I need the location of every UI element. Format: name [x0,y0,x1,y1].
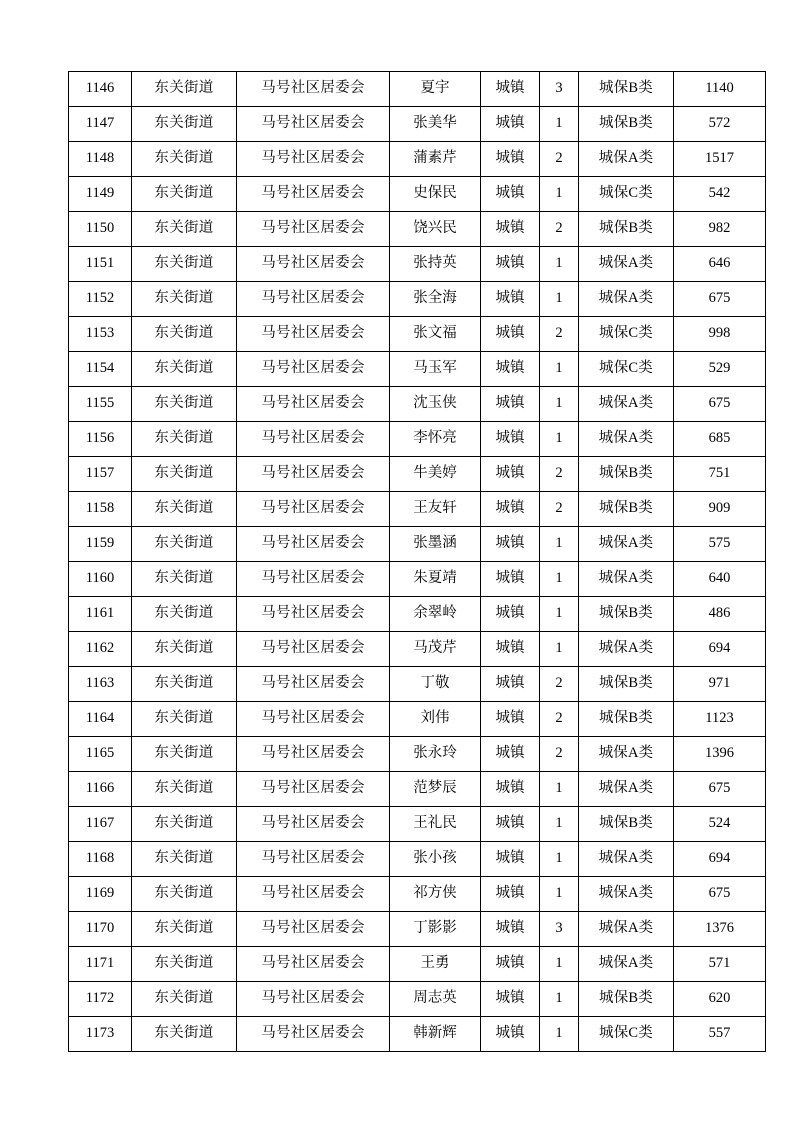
cell-type: 城镇 [481,492,540,527]
cell-name: 张文福 [390,317,481,352]
cell-id: 1164 [69,702,132,737]
cell-amount: 694 [674,632,766,667]
cell-amount: 1376 [674,912,766,947]
table-row [69,387,766,422]
cell-amount: 1123 [674,702,766,737]
cell-street: 东关街道 [132,562,237,597]
cell-amount: 557 [674,1017,766,1052]
table-row [69,632,766,667]
cell-id: 1153 [69,317,132,352]
cell-community: 马号社区居委会 [237,807,390,842]
cell-community: 马号社区居委会 [237,877,390,912]
cell-count: 1 [540,947,579,982]
cell-type: 城镇 [481,772,540,807]
table-row [69,457,766,492]
cell-amount: 909 [674,492,766,527]
cell-amount: 620 [674,982,766,1017]
table-row [69,492,766,527]
cell-count: 1 [540,982,579,1017]
cell-name: 张永玲 [390,737,481,772]
cell-name: 张墨涵 [390,527,481,562]
cell-category: 城保A类 [579,842,674,877]
table-row [69,912,766,947]
cell-id: 1148 [69,142,132,177]
cell-street: 东关街道 [132,247,237,282]
cell-category: 城保B类 [579,702,674,737]
cell-type: 城镇 [481,247,540,282]
cell-category: 城保A类 [579,737,674,772]
cell-amount: 1140 [674,72,766,107]
cell-count: 1 [540,282,579,317]
table-row [69,422,766,457]
cell-name: 张持英 [390,247,481,282]
cell-category: 城保B类 [579,492,674,527]
cell-community: 马号社区居委会 [237,597,390,632]
cell-type: 城镇 [481,282,540,317]
cell-type: 城镇 [481,947,540,982]
cell-type: 城镇 [481,352,540,387]
cell-street: 东关街道 [132,877,237,912]
cell-street: 东关街道 [132,807,237,842]
cell-count: 1 [540,352,579,387]
cell-id: 1165 [69,737,132,772]
cell-name: 余翠岭 [390,597,481,632]
cell-street: 东关街道 [132,597,237,632]
cell-community: 马号社区居委会 [237,387,390,422]
cell-category: 城保A类 [579,422,674,457]
cell-type: 城镇 [481,1017,540,1052]
cell-count: 3 [540,912,579,947]
cell-id: 1170 [69,912,132,947]
cell-type: 城镇 [481,702,540,737]
table-row [69,597,766,632]
cell-count: 1 [540,422,579,457]
cell-community: 马号社区居委会 [237,352,390,387]
table-row [69,807,766,842]
cell-category: 城保A类 [579,772,674,807]
table-row [69,352,766,387]
cell-street: 东关街道 [132,457,237,492]
cell-name: 史保民 [390,177,481,212]
table-row [69,72,766,107]
cell-name: 夏宇 [390,72,481,107]
cell-community: 马号社区居委会 [237,737,390,772]
cell-id: 1162 [69,632,132,667]
cell-name: 张全海 [390,282,481,317]
cell-amount: 529 [674,352,766,387]
cell-amount: 640 [674,562,766,597]
table-row [69,737,766,772]
cell-id: 1169 [69,877,132,912]
cell-category: 城保C类 [579,317,674,352]
cell-street: 东关街道 [132,982,237,1017]
cell-amount: 694 [674,842,766,877]
cell-count: 1 [540,632,579,667]
cell-name: 周志英 [390,982,481,1017]
cell-amount: 1517 [674,142,766,177]
cell-count: 2 [540,702,579,737]
table-row [69,317,766,352]
cell-amount: 524 [674,807,766,842]
cell-community: 马号社区居委会 [237,947,390,982]
cell-category: 城保B类 [579,107,674,142]
cell-community: 马号社区居委会 [237,142,390,177]
table-row [69,282,766,317]
cell-count: 2 [540,667,579,702]
cell-type: 城镇 [481,422,540,457]
cell-id: 1147 [69,107,132,142]
cell-street: 东关街道 [132,492,237,527]
cell-street: 东关街道 [132,632,237,667]
cell-amount: 571 [674,947,766,982]
table-row [69,1017,766,1052]
cell-type: 城镇 [481,982,540,1017]
cell-id: 1171 [69,947,132,982]
cell-name: 刘伟 [390,702,481,737]
cell-name: 王勇 [390,947,481,982]
cell-community: 马号社区居委会 [237,982,390,1017]
cell-name: 王礼民 [390,807,481,842]
table-row [69,107,766,142]
cell-street: 东关街道 [132,142,237,177]
cell-street: 东关街道 [132,1017,237,1052]
cell-type: 城镇 [481,177,540,212]
cell-count: 1 [540,247,579,282]
cell-street: 东关街道 [132,387,237,422]
cell-id: 1154 [69,352,132,387]
cell-id: 1160 [69,562,132,597]
cell-street: 东关街道 [132,947,237,982]
cell-type: 城镇 [481,457,540,492]
cell-category: 城保A类 [579,527,674,562]
cell-name: 李怀亮 [390,422,481,457]
cell-category: 城保C类 [579,177,674,212]
cell-community: 马号社区居委会 [237,562,390,597]
cell-amount: 685 [674,422,766,457]
cell-type: 城镇 [481,142,540,177]
cell-street: 东关街道 [132,527,237,562]
cell-name: 韩新辉 [390,1017,481,1052]
cell-category: 城保B类 [579,667,674,702]
cell-name: 马茂芹 [390,632,481,667]
table-row [69,877,766,912]
cell-id: 1151 [69,247,132,282]
cell-name: 饶兴民 [390,212,481,247]
cell-amount: 572 [674,107,766,142]
cell-count: 1 [540,387,579,422]
cell-count: 1 [540,842,579,877]
cell-amount: 486 [674,597,766,632]
cell-count: 1 [540,772,579,807]
table-row [69,562,766,597]
cell-count: 2 [540,317,579,352]
cell-category: 城保B类 [579,597,674,632]
cell-id: 1168 [69,842,132,877]
cell-count: 2 [540,457,579,492]
cell-type: 城镇 [481,317,540,352]
cell-type: 城镇 [481,737,540,772]
cell-amount: 1396 [674,737,766,772]
cell-category: 城保A类 [579,247,674,282]
cell-name: 蒲素芹 [390,142,481,177]
cell-amount: 675 [674,282,766,317]
cell-type: 城镇 [481,562,540,597]
cell-community: 马号社区居委会 [237,492,390,527]
cell-type: 城镇 [481,107,540,142]
cell-type: 城镇 [481,632,540,667]
cell-count: 1 [540,1017,579,1052]
cell-category: 城保A类 [579,632,674,667]
cell-community: 马号社区居委会 [237,282,390,317]
cell-id: 1159 [69,527,132,562]
cell-id: 1167 [69,807,132,842]
cell-street: 东关街道 [132,352,237,387]
cell-id: 1149 [69,177,132,212]
cell-type: 城镇 [481,842,540,877]
cell-category: 城保B类 [579,807,674,842]
cell-category: 城保A类 [579,912,674,947]
cell-community: 马号社区居委会 [237,212,390,247]
cell-type: 城镇 [481,72,540,107]
cell-amount: 982 [674,212,766,247]
cell-amount: 675 [674,772,766,807]
cell-street: 东关街道 [132,422,237,457]
cell-category: 城保B类 [579,212,674,247]
cell-street: 东关街道 [132,282,237,317]
table-row [69,842,766,877]
cell-count: 2 [540,142,579,177]
cell-amount: 998 [674,317,766,352]
cell-type: 城镇 [481,527,540,562]
cell-street: 东关街道 [132,212,237,247]
cell-street: 东关街道 [132,772,237,807]
cell-category: 城保B类 [579,457,674,492]
cell-name: 范梦辰 [390,772,481,807]
table-row [69,667,766,702]
cell-street: 东关街道 [132,842,237,877]
cell-street: 东关街道 [132,702,237,737]
cell-community: 马号社区居委会 [237,912,390,947]
cell-count: 1 [540,107,579,142]
cell-name: 朱夏靖 [390,562,481,597]
cell-community: 马号社区居委会 [237,842,390,877]
cell-category: 城保C类 [579,352,674,387]
cell-name: 沈玉侠 [390,387,481,422]
cell-id: 1163 [69,667,132,702]
cell-count: 2 [540,212,579,247]
cell-name: 张小孩 [390,842,481,877]
cell-community: 马号社区居委会 [237,457,390,492]
cell-community: 马号社区居委会 [237,422,390,457]
beneficiary-table [68,71,766,1052]
cell-community: 马号社区居委会 [237,527,390,562]
cell-street: 东关街道 [132,177,237,212]
table-row [69,947,766,982]
cell-count: 2 [540,492,579,527]
cell-id: 1161 [69,597,132,632]
cell-count: 1 [540,807,579,842]
cell-category: 城保B类 [579,72,674,107]
cell-community: 马号社区居委会 [237,667,390,702]
table-row [69,142,766,177]
table-row [69,772,766,807]
cell-community: 马号社区居委会 [237,772,390,807]
cell-name: 张美华 [390,107,481,142]
cell-street: 东关街道 [132,317,237,352]
cell-amount: 542 [674,177,766,212]
table-row [69,702,766,737]
cell-community: 马号社区居委会 [237,1017,390,1052]
cell-id: 1172 [69,982,132,1017]
cell-community: 马号社区居委会 [237,247,390,282]
cell-category: 城保A类 [579,387,674,422]
cell-id: 1146 [69,72,132,107]
cell-id: 1156 [69,422,132,457]
cell-street: 东关街道 [132,737,237,772]
cell-type: 城镇 [481,807,540,842]
cell-amount: 575 [674,527,766,562]
cell-name: 马玉军 [390,352,481,387]
cell-amount: 971 [674,667,766,702]
cell-id: 1158 [69,492,132,527]
cell-community: 马号社区居委会 [237,317,390,352]
cell-count: 3 [540,72,579,107]
cell-id: 1157 [69,457,132,492]
cell-street: 东关街道 [132,107,237,142]
cell-category: 城保A类 [579,877,674,912]
cell-category: 城保B类 [579,982,674,1017]
cell-street: 东关街道 [132,912,237,947]
cell-count: 1 [540,597,579,632]
cell-id: 1166 [69,772,132,807]
table-body [69,72,766,1052]
cell-name: 牛美婷 [390,457,481,492]
cell-category: 城保C类 [579,1017,674,1052]
cell-count: 1 [540,562,579,597]
cell-id: 1152 [69,282,132,317]
cell-count: 1 [540,877,579,912]
table-row [69,247,766,282]
cell-category: 城保A类 [579,282,674,317]
table-row [69,527,766,562]
cell-count: 1 [540,177,579,212]
cell-name: 祁方侠 [390,877,481,912]
cell-type: 城镇 [481,387,540,422]
cell-type: 城镇 [481,912,540,947]
cell-category: 城保A类 [579,562,674,597]
table-row [69,212,766,247]
cell-id: 1150 [69,212,132,247]
cell-amount: 675 [674,877,766,912]
table-row [69,177,766,212]
cell-id: 1173 [69,1017,132,1052]
table-row [69,982,766,1017]
cell-name: 丁敬 [390,667,481,702]
cell-count: 2 [540,737,579,772]
cell-community: 马号社区居委会 [237,107,390,142]
cell-community: 马号社区居委会 [237,72,390,107]
cell-amount: 751 [674,457,766,492]
cell-count: 1 [540,527,579,562]
cell-type: 城镇 [481,597,540,632]
cell-type: 城镇 [481,212,540,247]
cell-id: 1155 [69,387,132,422]
cell-name: 王友轩 [390,492,481,527]
cell-name: 丁影影 [390,912,481,947]
cell-community: 马号社区居委会 [237,632,390,667]
cell-type: 城镇 [481,877,540,912]
cell-community: 马号社区居委会 [237,702,390,737]
cell-amount: 646 [674,247,766,282]
cell-street: 东关街道 [132,667,237,702]
cell-community: 马号社区居委会 [237,177,390,212]
cell-category: 城保A类 [579,947,674,982]
cell-category: 城保A类 [579,142,674,177]
cell-type: 城镇 [481,667,540,702]
cell-amount: 675 [674,387,766,422]
cell-street: 东关街道 [132,72,237,107]
